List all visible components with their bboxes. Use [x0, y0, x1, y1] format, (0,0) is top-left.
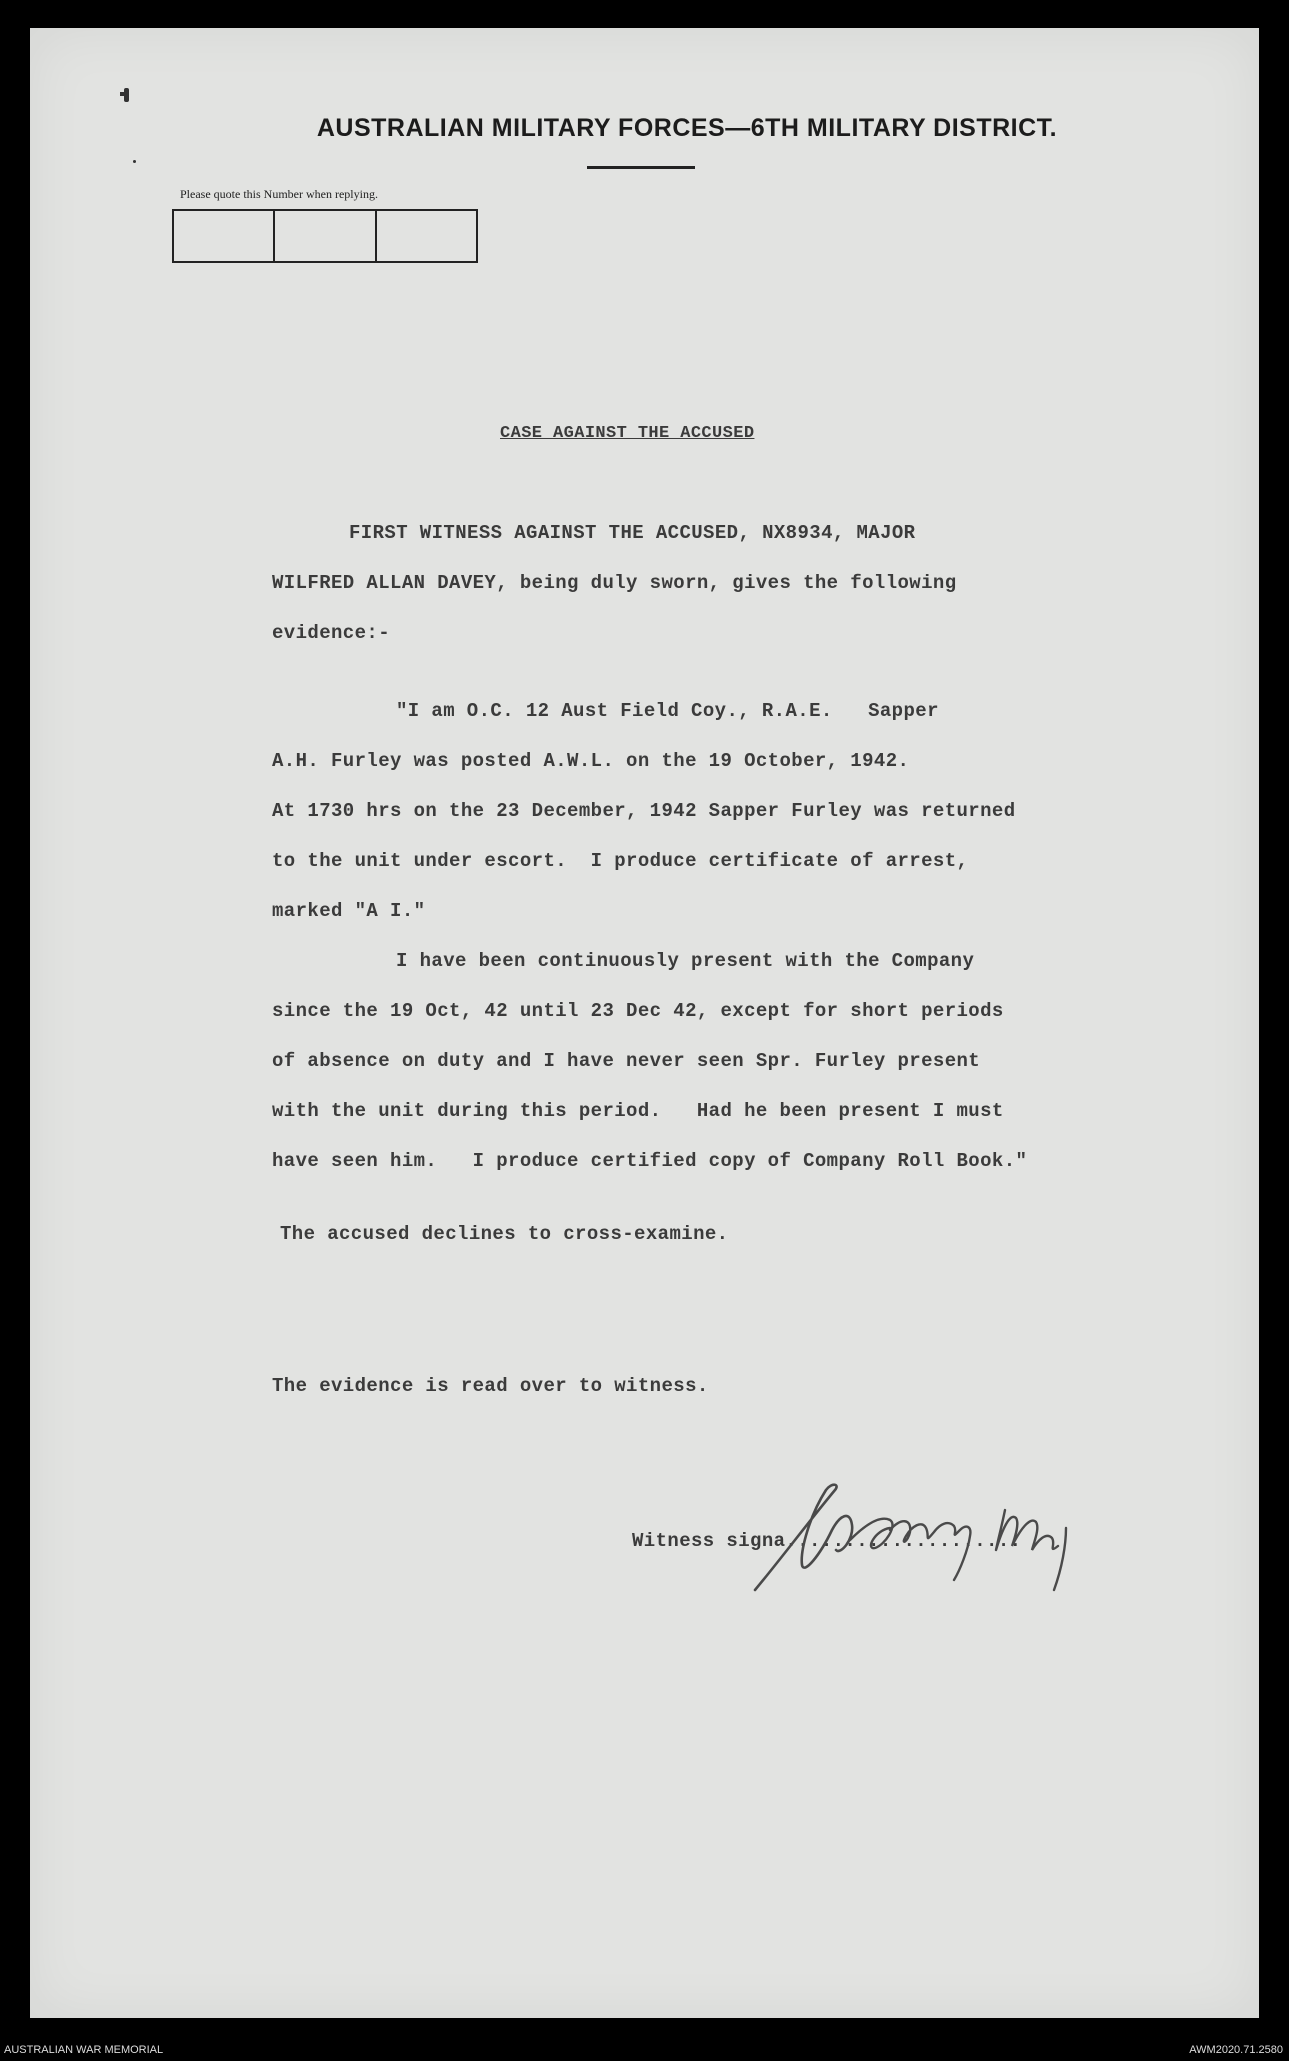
intro-line: evidence:-: [272, 622, 391, 644]
reference-cell: [275, 211, 376, 261]
evidence-line: A.H. Furley was posted A.W.L. on the 19 October, 1942.: [272, 750, 910, 772]
evidence-line: have seen him. I produce certified copy of Company Roll Book.": [272, 1150, 1028, 1172]
punch-mark: [120, 92, 124, 96]
evidence-line: of absence on duty and I have never seen Spr. Furley present: [272, 1050, 981, 1072]
evidence-line: marked "A I.": [272, 900, 426, 922]
evidence-line: since the 19 Oct, 42 until 23 Dec 42, except for short periods: [272, 1000, 1004, 1022]
letterhead-rule: [587, 166, 695, 169]
evidence-line: At 1730 hrs on the 23 December, 1942 Sapper Furley was returned: [272, 800, 1016, 822]
evidence-line: "I am O.C. 12 Aust Field Coy., R.A.E. Sapper: [396, 700, 939, 722]
reference-cell: [174, 211, 275, 261]
letterhead-title: AUSTRALIAN MILITARY FORCES—6TH MILITARY DISTRICT.: [316, 114, 1058, 142]
reference-number-box: [172, 209, 478, 263]
evidence-line: to the unit under escort. I produce certificate of arrest,: [272, 850, 969, 872]
footer-source: AUSTRALIAN WAR MEMORIAL: [4, 2044, 164, 2056]
reference-cell: [377, 211, 476, 261]
intro-line: FIRST WITNESS AGAINST THE ACCUSED, NX8934, MAJOR: [349, 522, 916, 544]
signature-text: W A Davey Maj: [740, 1470, 747, 1471]
cross-examination-note: The accused declines to cross-examine.: [280, 1223, 729, 1245]
quote-number-label: Please quote this Number when replying.: [180, 187, 378, 201]
witness-signature-label: Witness signa....................: [632, 1530, 1022, 1552]
witness-signature: [740, 1470, 1120, 1610]
punch-mark: [124, 88, 129, 102]
evidence-line: with the unit during this period. Had he been present I must: [272, 1100, 1004, 1122]
evidence-line: I have been continuously present with the Company: [396, 950, 975, 972]
punch-mark: [133, 160, 136, 163]
intro-line: WILFRED ALLAN DAVEY, being duly sworn, gives the following: [272, 572, 957, 594]
read-over-note: The evidence is read over to witness.: [272, 1375, 709, 1397]
footer-accession-number: AWM2020.71.2580: [1189, 2044, 1283, 2056]
document-page: [30, 28, 1259, 2018]
case-title: CASE AGAINST THE ACCUSED: [500, 424, 755, 443]
